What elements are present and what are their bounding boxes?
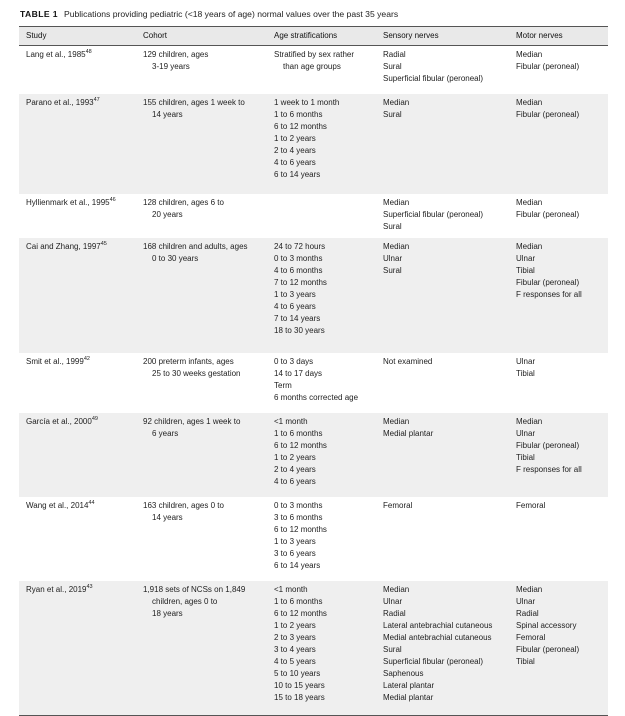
reference-number: 46 — [109, 197, 116, 203]
cell-motor-nerves — [509, 353, 608, 413]
sensory-nerves-line: Medial plantar — [383, 693, 434, 702]
cohort-line: 128 children, ages 6 to — [143, 198, 224, 207]
motor-nerves-line: Ulnar — [516, 597, 536, 606]
table-caption — [20, 9, 398, 19]
cell-motor-nerves — [509, 497, 608, 581]
table-row — [19, 581, 608, 716]
age-stratifications-line: 4 to 6 years — [274, 477, 316, 486]
sensory-nerves-line: Medial antebrachial cutaneous — [383, 633, 492, 642]
motor-nerves-line: Tibial — [516, 369, 535, 378]
cell-study — [19, 353, 136, 413]
cell-age-stratifications — [267, 238, 376, 353]
age-stratifications-line: 3 to 4 years — [274, 645, 316, 654]
age-stratifications-line: 7 to 12 months — [274, 278, 327, 287]
age-stratifications-line: 1 to 2 years — [274, 134, 316, 143]
motor-nerves-line: Median — [516, 417, 543, 426]
motor-nerves-line: Fibular (peroneal) — [516, 62, 580, 71]
header-age-stratifications: Age stratifications — [267, 27, 376, 46]
age-stratifications-line: 7 to 14 years — [274, 314, 321, 323]
motor-nerves-line: Femoral — [516, 633, 546, 642]
table-body — [19, 46, 608, 716]
study-name: Lang et al., 1985 — [26, 50, 86, 59]
table-row — [19, 413, 608, 497]
cell-cohort — [136, 497, 267, 581]
study-name: Cai and Zhang, 1997 — [26, 242, 101, 251]
cell-cohort — [136, 238, 267, 353]
cell-motor-nerves — [509, 46, 608, 95]
age-stratifications-line: 1 to 2 years — [274, 621, 316, 630]
motor-nerves-line: Tibial — [516, 657, 535, 666]
age-stratifications-line: 2 to 4 years — [274, 465, 316, 474]
sensory-nerves-line: Not examined — [383, 357, 433, 366]
cohort-line: 1,918 sets of NCSs on 1,849 — [143, 585, 246, 594]
motor-nerves-line: F responses for all — [516, 465, 582, 474]
motor-nerves-line: F responses for all — [516, 290, 582, 299]
publications-table — [19, 26, 608, 716]
reference-number: 43 — [86, 584, 93, 590]
cell-sensory-nerves — [376, 353, 509, 413]
sensory-nerves-line: Superficial fibular (peroneal) — [383, 74, 484, 83]
motor-nerves-line: Radial — [516, 609, 539, 618]
age-stratifications-line: 3 to 6 years — [274, 549, 316, 558]
cell-cohort — [136, 94, 267, 194]
header-motor-nerves: Motor nerves — [509, 27, 608, 46]
reference-number: 45 — [100, 241, 107, 247]
table-row — [19, 194, 608, 238]
cell-study — [19, 581, 136, 716]
motor-nerves-line: Fibular (peroneal) — [516, 441, 580, 450]
table-title: Publications providing pediatric (<18 years of age) normal values over the past 35 years — [63, 9, 399, 19]
reference-number: 48 — [85, 49, 92, 55]
reference-number: 44 — [88, 500, 95, 506]
cohort-line: 200 preterm infants, ages — [143, 357, 234, 366]
age-stratifications-line: 0 to 3 months — [274, 254, 323, 263]
age-stratifications-line: 2 to 4 years — [274, 146, 316, 155]
age-stratifications-line: than age groups — [283, 62, 341, 71]
motor-nerves-line: Median — [516, 585, 543, 594]
table-row — [19, 238, 608, 353]
cell-sensory-nerves — [376, 46, 509, 95]
motor-nerves-line: Median — [516, 50, 543, 59]
motor-nerves-line: Fibular (peroneal) — [516, 110, 580, 119]
age-stratifications-line: 5 to 10 years — [274, 669, 321, 678]
cell-study — [19, 46, 136, 95]
age-stratifications-line: 1 to 3 years — [274, 290, 316, 299]
cell-age-stratifications — [267, 194, 376, 238]
age-stratifications-line: 15 to 18 years — [274, 693, 325, 702]
sensory-nerves-line: Sural — [383, 266, 402, 275]
motor-nerves-line: Median — [516, 98, 543, 107]
age-stratifications-line: 6 months corrected age — [274, 393, 359, 402]
table-row — [19, 353, 608, 413]
age-stratifications-line: 4 to 6 months — [274, 266, 323, 275]
sensory-nerves-line: Median — [383, 242, 410, 251]
age-stratifications-line: 6 to 12 months — [274, 525, 327, 534]
age-stratifications-line: 1 to 6 months — [274, 110, 323, 119]
motor-nerves-line: Spinal accessory — [516, 621, 577, 630]
sensory-nerves-line: Superficial fibular (peroneal) — [383, 657, 484, 666]
cohort-line: 14 years — [152, 110, 183, 119]
motor-nerves-line: Ulnar — [516, 254, 536, 263]
motor-nerves-line: Fibular (peroneal) — [516, 278, 580, 287]
age-stratifications-line: 1 to 2 years — [274, 453, 316, 462]
cohort-line: 168 children and adults, ages — [143, 242, 248, 251]
cell-sensory-nerves — [376, 94, 509, 194]
age-stratifications-line: 6 to 12 months — [274, 441, 327, 450]
cell-study — [19, 194, 136, 238]
sensory-nerves-line: Sural — [383, 645, 402, 654]
sensory-nerves-line: Sural — [383, 222, 402, 231]
study-name: Ryan et al., 2019 — [26, 585, 87, 594]
age-stratifications-line: 1 week to 1 month — [274, 98, 340, 107]
age-stratifications-line: 2 to 3 years — [274, 633, 316, 642]
study-name: Hyllienmark et al., 1995 — [26, 198, 110, 207]
cell-sensory-nerves — [376, 581, 509, 716]
cohort-line: 25 to 30 weeks gestation — [152, 369, 241, 378]
age-stratifications-line: 14 to 17 days — [274, 369, 323, 378]
cell-motor-nerves — [509, 581, 608, 716]
reference-number: 49 — [91, 416, 98, 422]
cell-sensory-nerves — [376, 238, 509, 353]
sensory-nerves-line: Lateral antebrachial cutaneous — [383, 621, 493, 630]
age-stratifications-line: 6 to 12 months — [274, 609, 327, 618]
header-sensory-nerves: Sensory nerves — [376, 27, 509, 46]
motor-nerves-line: Fibular (peroneal) — [516, 645, 580, 654]
sensory-nerves-line: Superficial fibular (peroneal) — [383, 210, 484, 219]
sensory-nerves-line: Ulnar — [383, 254, 403, 263]
age-stratifications-line: 10 to 15 years — [274, 681, 325, 690]
cell-study — [19, 238, 136, 353]
sensory-nerves-line: Median — [383, 585, 410, 594]
sensory-nerves-line: Ulnar — [383, 597, 403, 606]
study-name: Wang et al., 2014 — [26, 501, 89, 510]
motor-nerves-line: Median — [516, 198, 543, 207]
age-stratifications-line: 6 to 12 months — [274, 122, 327, 131]
age-stratifications-line: 18 to 30 years — [274, 326, 325, 335]
sensory-nerves-line: Saphenous — [383, 669, 424, 678]
age-stratifications-line: 0 to 3 months — [274, 501, 323, 510]
cell-sensory-nerves — [376, 413, 509, 497]
cell-motor-nerves — [509, 194, 608, 238]
cell-study — [19, 413, 136, 497]
cohort-line: 92 children, ages 1 week to — [143, 417, 241, 426]
age-stratifications-line: 24 to 72 hours — [274, 242, 326, 251]
cohort-line: 14 years — [152, 513, 183, 522]
sensory-nerves-line: Medial plantar — [383, 429, 434, 438]
cell-sensory-nerves — [376, 194, 509, 238]
cell-age-stratifications — [267, 353, 376, 413]
age-stratifications-line: 0 to 3 days — [274, 357, 314, 366]
cell-cohort — [136, 413, 267, 497]
age-stratifications-line: 6 to 14 years — [274, 561, 321, 570]
sensory-nerves-line: Sural — [383, 110, 402, 119]
motor-nerves-line: Tibial — [516, 453, 535, 462]
age-stratifications-line: <1 month — [274, 417, 308, 426]
cell-cohort — [136, 353, 267, 413]
cohort-line: 6 years — [152, 429, 179, 438]
motor-nerves-line: Femoral — [516, 501, 546, 510]
age-stratifications-line: <1 month — [274, 585, 308, 594]
cell-cohort — [136, 46, 267, 95]
cohort-line: 20 years — [152, 210, 183, 219]
sensory-nerves-line: Radial — [383, 50, 406, 59]
table-row — [19, 94, 608, 194]
cell-age-stratifications — [267, 94, 376, 194]
cohort-line: 3-19 years — [152, 62, 190, 71]
cell-sensory-nerves — [376, 497, 509, 581]
sensory-nerves-line: Radial — [383, 609, 406, 618]
motor-nerves-line: Tibial — [516, 266, 535, 275]
study-name: García et al., 2000 — [26, 417, 92, 426]
motor-nerves-line: Ulnar — [516, 357, 536, 366]
age-stratifications-line: 4 to 6 years — [274, 158, 316, 167]
age-stratifications-line: Stratified by sex rather — [274, 50, 355, 59]
age-stratifications-line: 4 to 5 years — [274, 657, 316, 666]
motor-nerves-line: Median — [516, 242, 543, 251]
study-name: Smit et al., 1999 — [26, 357, 84, 366]
sensory-nerves-line: Femoral — [383, 501, 413, 510]
table-row — [19, 46, 608, 95]
cell-cohort — [136, 581, 267, 716]
sensory-nerves-line: Sural — [383, 62, 402, 71]
cohort-line: 0 to 30 years — [152, 254, 199, 263]
table-row — [19, 497, 608, 581]
cell-age-stratifications — [267, 497, 376, 581]
motor-nerves-line: Fibular (peroneal) — [516, 210, 580, 219]
header-study: Study — [19, 27, 136, 46]
cell-age-stratifications — [267, 413, 376, 497]
header-cohort: Cohort — [136, 27, 267, 46]
age-stratifications-line: 1 to 6 months — [274, 429, 323, 438]
cell-age-stratifications — [267, 46, 376, 95]
sensory-nerves-line: Median — [383, 98, 410, 107]
cell-motor-nerves — [509, 238, 608, 353]
reference-number: 42 — [83, 356, 90, 362]
cohort-line: 163 children, ages 0 to — [143, 501, 224, 510]
cohort-line: 155 children, ages 1 week to — [143, 98, 245, 107]
sensory-nerves-line: Median — [383, 417, 410, 426]
reference-number: 47 — [93, 97, 100, 103]
sensory-nerves-line: Median — [383, 198, 410, 207]
sensory-nerves-line: Lateral plantar — [383, 681, 435, 690]
cohort-line: 18 years — [152, 609, 183, 618]
cohort-line: children, ages 0 to — [152, 597, 218, 606]
cell-motor-nerves — [509, 94, 608, 194]
age-stratifications-line: 6 to 14 years — [274, 170, 321, 179]
table-header-row — [19, 27, 608, 46]
cohort-line: 129 children, ages — [143, 50, 209, 59]
cell-age-stratifications — [267, 581, 376, 716]
cell-study — [19, 94, 136, 194]
study-name: Parano et al., 1993 — [26, 98, 94, 107]
table-label: TABLE 1 — [20, 9, 58, 19]
cell-cohort — [136, 194, 267, 238]
age-stratifications-line: 3 to 6 months — [274, 513, 323, 522]
age-stratifications-line: 4 to 6 years — [274, 302, 316, 311]
age-stratifications-line: Term — [274, 381, 292, 390]
cell-motor-nerves — [509, 413, 608, 497]
age-stratifications-line: 1 to 6 months — [274, 597, 323, 606]
motor-nerves-line: Ulnar — [516, 429, 536, 438]
cell-study — [19, 497, 136, 581]
age-stratifications-line: 1 to 3 years — [274, 537, 316, 546]
